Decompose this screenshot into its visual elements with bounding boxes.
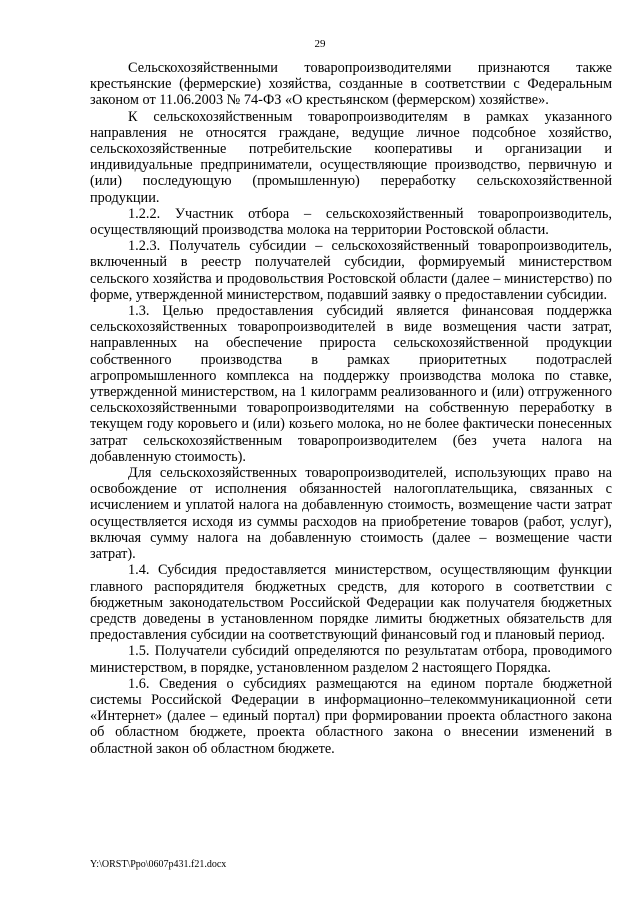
paragraph-vat-exemption: Для сельскохозяйственных товаропроизводителей, использующих право на освобождение от исполнения обязанностей налогоплательщика, связанных с исчислением и уплатой налога на добавленную стоимость, возмещение части затрат осуществляется исходя из суммы расходов на приобретение товаров (работ, услуг), включая сумму налога на добавленную стоимость (далее – возмещение части затрат). [90,465,612,563]
paragraph-1-5: 1.5. Получатели субсидий определяются по результатам отбора, проводимого министерством, в порядке, установленном разделом 2 настоящего Порядка. [90,643,612,676]
page-number: 29 [314,38,326,50]
footer-file-path: Y:\ORST\Ppo\0607p431.f21.docx [90,859,227,870]
paragraph-1-2-3: 1.2.3. Получатель субсидии – сельскохозяйственный товаропроизводитель, включенный в реестр получателей субсидии, формируемый министерством сельского хозяйства и продовольствия Ростовской области (далее – министерство) по форме, утвержденной министерством, подавший заявку о предоставлении субсидии. [90,238,612,303]
paragraph-1-2-2: 1.2.2. Участник отбора – сельскохозяйственный товаропроизводитель, осуществляющий производства молока на территории Ростовской области. [90,205,612,239]
document-body [90,60,612,757]
paragraph-1-4: 1.4. Субсидия предоставляется министерством, осуществляющим функции главного распорядителя бюджетных средств, для которого в соответствии с бюджетным законодательством Российской Федерации как получателя бюджетных средств доведены в установленном порядке лимиты бюджетных обязательств для предоставления субсидии на соответствующий финансовый год и плановый период. [90,562,612,644]
paragraph-1-3: 1.3. Целью предоставления субсидий является финансовая поддержка сельскохозяйственных товаропроизводителей в виде возмещения части затрат, направленных на обеспечение прироста сельскохозяйственной продукции собственного производства в рамках приоритетных подотраслей агропромышленного комплекса на поддержку производства молока по ставке, утвержденной министерством, на 1 килограмм реализованного и (или) отгруженного сельскохозяйственными товаропроизводителями на собственную переработку в текущем году коровьего и (или) козьего молока, но не более фактически понесенных затрат сельскохозяйственным товаропроизводителем (без учета налога на добавленную стоимость). [90,303,612,465]
paragraph-exclusions: К сельскохозяйственным товаропроизводителям в рамках указанного направления не относятся граждане, ведущие личное подсобное хозяйство, сельскохозяйственные потребительские кооперативы и организации и индивидуальные предприниматели, осуществляющие производство, первичную и (или) последующую (промышленную) переработку сельскохозяйственной продукции. [90,108,612,206]
paragraph-farm-households: Сельскохозяйственными товаропроизводителями признаются также крестьянские (фермерские) хозяйства, созданные в соответствии с Федеральным законом от 11.06.2003 № 74-ФЗ «О крестьянском (фермерском) хозяйстве». [90,60,612,109]
paragraph-1-6: 1.6. Сведения о субсидиях размещаются на едином портале бюджетной системы Российской Федерации в информационно–телекоммуникационной сети «Интернет» (далее – единый портал) при формировании проекта областного закона об областном бюджете, проекта областного закона о внесении изменений в областной закон об областном бюджете. [90,675,612,757]
